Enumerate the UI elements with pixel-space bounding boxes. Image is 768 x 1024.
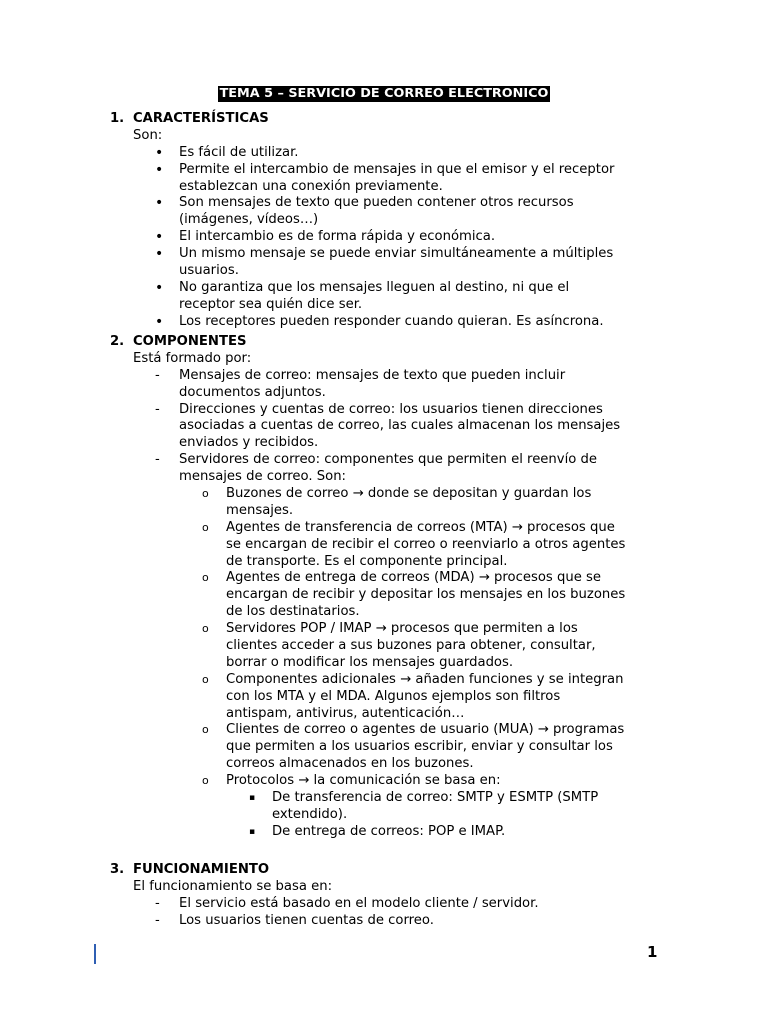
sublist-item-continuation: [0, 638, 768, 655]
list-item-continuation: [0, 435, 768, 452]
sublist-item: [0, 520, 768, 537]
subsublist-item: [0, 790, 768, 807]
sublist-item-text: antispam, antivirus, autenticación…: [226, 705, 465, 721]
sublist-item-text: correos almacenados en los buzones.: [226, 756, 474, 772]
section-heading: FUNCIONAMIENTO: [133, 862, 270, 877]
list-item-text: El intercambio es de forma rápida y económica.: [179, 229, 496, 245]
sublist-item-text: Servidores POP / IMAP → procesos que permiten a los: [226, 621, 578, 637]
bullet-dash-icon: -: [155, 367, 160, 383]
section-intro: El funcionamiento se basa en:: [133, 878, 333, 894]
section-funcionamiento: [0, 862, 768, 930]
sublist-item-text: que permiten a los usuarios escribir, enviar y consultar los: [226, 739, 613, 755]
sublist-item: [0, 722, 768, 739]
sublist-item-text: Componentes adicionales → añaden funciones y se integran: [226, 671, 624, 687]
list-item: [0, 896, 768, 913]
list-item: [0, 162, 768, 179]
sublist-item-text: Clientes de correo o agentes de usuario (MUA) → programas: [226, 722, 625, 738]
document-title-block: [0, 86, 768, 101]
sublist-item: [0, 773, 768, 790]
list-item: [0, 246, 768, 263]
bullet-square-icon: ▪: [249, 793, 256, 804]
sublist-item-text: Agentes de entrega de correos (MDA) → procesos que se: [226, 570, 601, 586]
list-item-text: establezcan una conexión previamente.: [179, 178, 443, 194]
sublist-item: [0, 621, 768, 638]
list-item-text: receptor sea quién dice ser.: [179, 296, 363, 312]
list-item-text: Direcciones y cuentas de correo: los usuarios tienen direcciones: [179, 401, 603, 417]
subsublist-item-text: extendido).: [272, 806, 348, 822]
bullet-circle-icon: o: [202, 672, 209, 686]
list-item: [0, 452, 768, 469]
list-item-continuation: [0, 297, 768, 314]
list-item-continuation: [0, 469, 768, 486]
list-item: [0, 402, 768, 419]
sublist-item: [0, 672, 768, 689]
list-item: [0, 280, 768, 297]
list-item-text: Un mismo mensaje se puede enviar simultáneamente a múltiples: [179, 246, 614, 262]
bullet-disc-icon: •: [155, 195, 164, 212]
list-item: [0, 195, 768, 212]
section-number: 2.: [110, 334, 125, 349]
sublist-item-text: Protocolos → la comunicación se basa en:: [226, 773, 501, 789]
section-caracteristicas: [0, 111, 768, 331]
list-item-text: asociadas a cuentas de correo, las cuales almacenan los mensajes: [179, 418, 621, 434]
bullet-disc-icon: •: [155, 246, 164, 263]
sublist-item: [0, 570, 768, 587]
list-item: [0, 368, 768, 385]
bullet-circle-icon: o: [202, 571, 209, 585]
subsublist-item-text: De entrega de correos: POP e IMAP.: [272, 823, 506, 839]
sublist-item: [0, 486, 768, 503]
subsublist-item-continuation: [0, 807, 768, 824]
document-title: TEMA 5 – SERVICIO DE CORREO ELECTRONICO: [219, 86, 549, 101]
sublist-item-continuation: [0, 503, 768, 520]
sublist-item-continuation: [0, 604, 768, 621]
list-item-continuation: [0, 212, 768, 229]
section-intro-row: [0, 128, 768, 145]
sublist-item-continuation: [0, 689, 768, 706]
sublist-item-text: encargan de recibir y depositar los mensajes en los buzones: [226, 587, 626, 603]
bullet-disc-icon: •: [155, 313, 164, 330]
sublist-item-text: se encargan de recibir el correo o reenviarlo a otros agentes: [226, 536, 626, 552]
list-item-text: usuarios.: [179, 263, 239, 279]
list-item-text: Mensajes de correo: mensajes de texto que pueden incluir: [179, 367, 566, 383]
sublist-item-text: clientes acceder a sus buzones para obtener, consultar,: [226, 638, 596, 654]
bullet-dash-icon: -: [155, 401, 160, 417]
list-item-text: (imágenes, vídeos…): [179, 212, 319, 228]
list-item-continuation: [0, 418, 768, 435]
section-heading-row: [0, 334, 768, 351]
list-item-text: Los usuarios tienen cuentas de correo.: [179, 912, 434, 928]
list-item-text: mensajes de correo. Son:: [179, 469, 347, 485]
sublist-item-continuation: [0, 655, 768, 672]
bullet-circle-icon: o: [202, 774, 209, 788]
bullet-disc-icon: •: [155, 144, 164, 161]
sublist-item-text: de transporte. Es el componente principal.: [226, 553, 508, 569]
sublist-item-continuation: [0, 756, 768, 773]
list-item: [0, 913, 768, 930]
sublist-item-continuation: [0, 739, 768, 756]
section-heading-row: [0, 862, 768, 879]
list-item-text: No garantiza que los mensajes lleguen al destino, ni que el: [179, 279, 570, 295]
section-intro: Son:: [133, 127, 163, 143]
list-item-text: documentos adjuntos.: [179, 384, 326, 400]
sublist-item-continuation: [0, 706, 768, 723]
list-item: [0, 145, 768, 162]
section-intro-row: [0, 351, 768, 368]
sublist-item-continuation: [0, 554, 768, 571]
section-componentes: [0, 334, 768, 841]
bullet-dash-icon: -: [155, 895, 160, 911]
list-item: [0, 314, 768, 331]
sublist-item-continuation: [0, 537, 768, 554]
list-item-continuation: [0, 179, 768, 196]
page-number: 1: [647, 943, 658, 961]
list-item-text: El servicio está basado en el modelo cliente / servidor.: [179, 895, 539, 911]
section-intro: Está formado por:: [133, 350, 252, 366]
sublist-item-text: Agentes de transferencia de correos (MTA) → procesos que: [226, 519, 615, 535]
bullet-circle-icon: o: [202, 622, 209, 636]
section-intro-row: [0, 879, 768, 896]
list-item-text: Servidores de correo: componentes que permiten el reenvío de: [179, 452, 597, 468]
bullet-circle-icon: o: [202, 520, 209, 534]
section-number: 3.: [110, 862, 125, 877]
list-item-text: Permite el intercambio de mensajes in que el emisor y el receptor: [179, 161, 615, 177]
list-item-text: Es fácil de utilizar.: [179, 144, 299, 160]
subsublist-item-text: De transferencia de correo: SMTP y ESMTP (SMTP: [272, 790, 599, 806]
bullet-dash-icon: -: [155, 912, 160, 928]
sublist-item-continuation: [0, 587, 768, 604]
list-item-continuation: [0, 385, 768, 402]
section-heading-row: [0, 111, 768, 128]
sublist-item-text: borrar o modificar los mensajes guardados.: [226, 654, 514, 670]
list-item-text: enviados y recibidos.: [179, 435, 319, 451]
subsublist-item: [0, 824, 768, 841]
bullet-dash-icon: -: [155, 452, 160, 468]
bullet-disc-icon: •: [155, 161, 164, 178]
bullet-disc-icon: •: [155, 279, 164, 296]
page-marker: [94, 944, 96, 964]
list-item-text: Son mensajes de texto que pueden contener otros recursos: [179, 195, 574, 211]
section-number: 1.: [110, 111, 125, 126]
sublist-item-text: de los destinatarios.: [226, 604, 360, 620]
sublist-item-text: Buzones de correo → donde se depositan y guardan los: [226, 486, 592, 502]
list-item-continuation: [0, 263, 768, 280]
sublist-item-text: con los MTA y el MDA. Algunos ejemplos son filtros: [226, 688, 561, 704]
sublist-item-text: mensajes.: [226, 502, 294, 518]
list-item: [0, 229, 768, 246]
section-heading: COMPONENTES: [133, 334, 247, 349]
bullet-square-icon: ▪: [249, 826, 256, 837]
list-item-text: Los receptores pueden responder cuando quieran. Es asíncrona.: [179, 313, 604, 329]
section-heading: CARACTERÍSTICAS: [133, 111, 269, 126]
bullet-circle-icon: o: [202, 723, 209, 737]
bullet-circle-icon: o: [202, 487, 209, 501]
bullet-disc-icon: •: [155, 229, 164, 246]
